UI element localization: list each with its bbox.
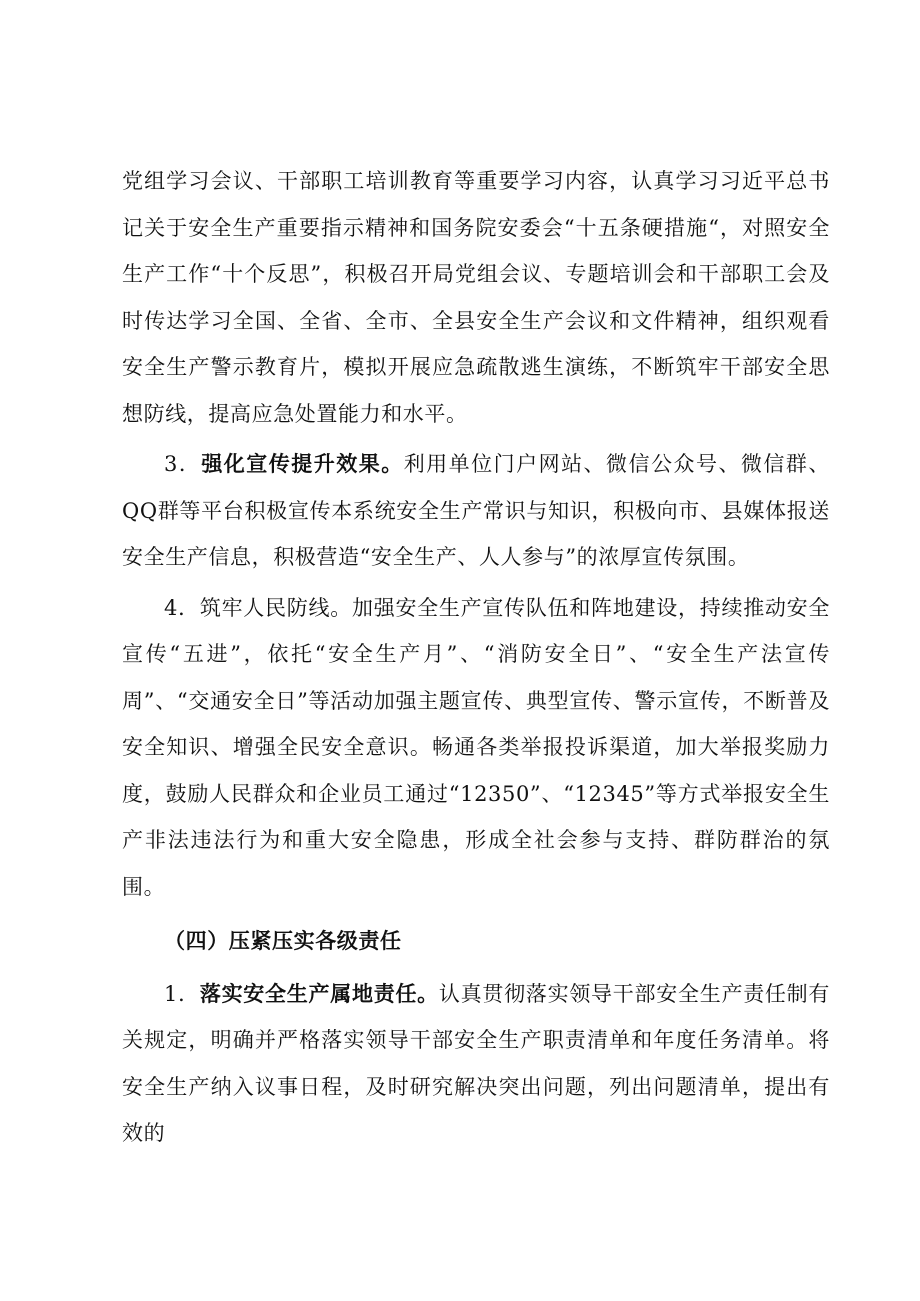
- document-body: [122, 158, 830, 1157]
- item-number: 3．: [164, 452, 202, 476]
- paragraph-item-1: [122, 971, 830, 1157]
- item-body-text: 认真贯彻落实领导干部安全生产责任制有关规定，明确并严格落实领导干部安全生产职责清单和年度任务清单。将安全生产纳入议事日程，及时研究解决突出问题，列出问题清单，提出有效的: [122, 981, 830, 1145]
- item-number: 1．: [164, 981, 200, 1006]
- item-lead-title: 落实安全生产属地责任。: [199, 980, 439, 1006]
- paragraph-item-4: [122, 585, 830, 911]
- paragraph-item-3: [122, 441, 830, 581]
- item-body-text: 加强安全生产宣传队伍和阵地建设，持续推动安全宣传“五进”，依托“安全生产月”、“消防安全日”、“安全生产法宣传周”、“交通安全日”等活动加强主题宣传、典型宣传、警示宣传，不断普及安全知识、增强全民安全意识。畅通各类举报投诉渠道，加大举报奖励力度，鼓励人民群众和企业员工通过“12350”、“12345”等方式举报安全生产非法违法行为和重大安全隐患，形成全社会参与支持、群防群治的氛围。: [122, 595, 831, 899]
- section-heading: （四）压紧压实各级责任: [164, 928, 402, 953]
- item-number: 4．: [164, 595, 200, 620]
- item-body-text: 利用单位门户网站、微信公众号、微信群、QQ群等平台积极宣传本系统安全生产常识与知识，积极向市、县媒体报送安全生产信息，积极营造“安全生产、人人参与”的浓厚宣传氛围。: [122, 452, 830, 569]
- item-lead-title: 筑牢人民防线。: [199, 595, 352, 620]
- paragraph-continuation: 党组学习会议、干部职工培训教育等重要学习内容，认真学习习近平总书记关于安全生产重要指示精神和国务院安委会“十五条硬措施“，对照安全生产工作“十个反思”，积极召开局党组会议、专题培训会和干部职工会及时传达学习全国、全省、全市、全县安全生产会议和文件精神，组织观看安全生产警示教育片，模拟开展应急疏散逃生演练，不断筑牢干部安全思想防线，提高应急处置能力和水平。: [122, 169, 830, 426]
- item-lead-title: 强化宣传提升效果。: [201, 451, 404, 476]
